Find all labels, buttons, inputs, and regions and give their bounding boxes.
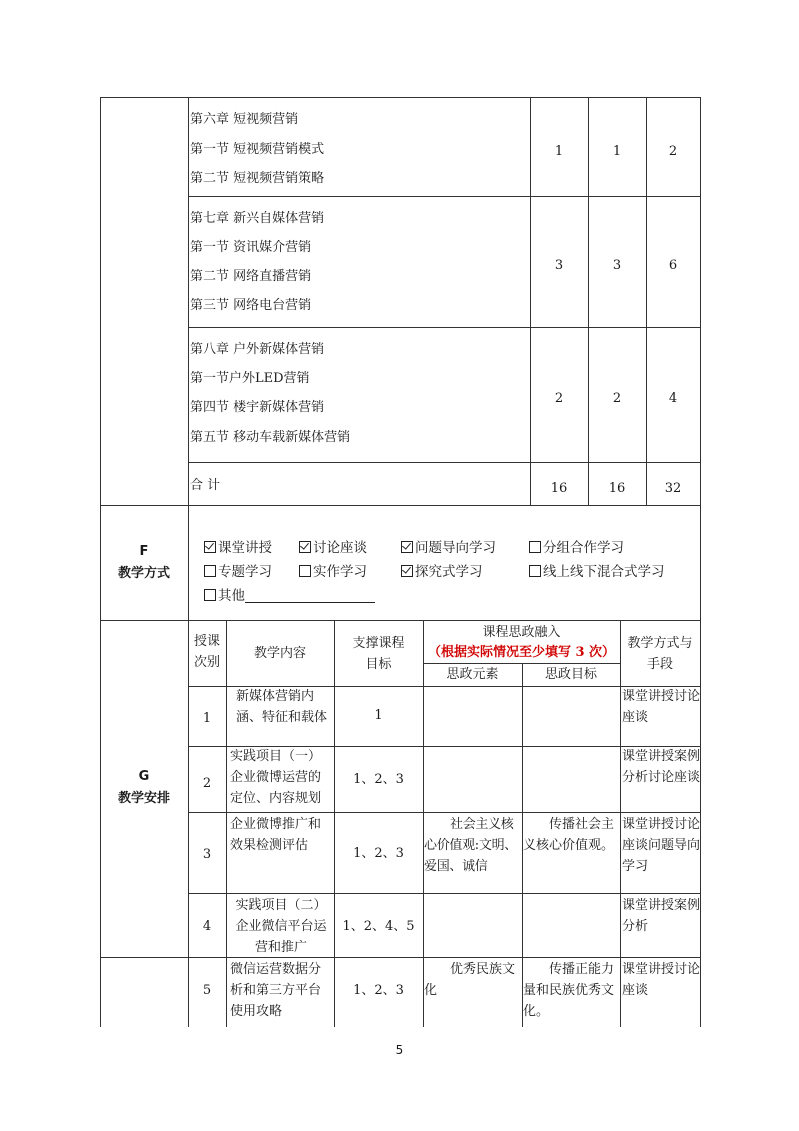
row-content: 新媒体营销内涵、特征和载体 <box>236 689 328 725</box>
row-target: 1、2、3 <box>353 983 404 998</box>
method-option[interactable]: 课堂讲授 <box>204 536 272 556</box>
row-target: 1、2、3 <box>353 772 404 787</box>
hours-practice: 3 <box>612 258 622 273</box>
chapter-line: 第二节 短视频营销策略 <box>190 171 325 186</box>
checkbox-empty-icon[interactable] <box>204 589 216 601</box>
method-option[interactable]: 探究式学习 <box>401 560 483 580</box>
row-goal: 传播社会主义核心价值观。 <box>523 817 615 853</box>
row-no: 3 <box>202 847 212 862</box>
checkbox-empty-icon[interactable] <box>204 565 216 577</box>
header-target: 支撑课程目标 <box>352 636 405 672</box>
section-g-title: 教学安排 <box>117 791 170 806</box>
row-content: 实践项目（二）企业微信平台运营和推广 <box>235 898 327 955</box>
total-practice: 16 <box>608 481 626 496</box>
chapter-line: 第六章 短视频营销 <box>190 112 299 127</box>
header-goal: 思政目标 <box>544 667 597 682</box>
hours-practice: 1 <box>612 144 622 159</box>
checkbox-checked-icon[interactable] <box>401 565 413 577</box>
section-f-title: 教学方式 <box>117 566 170 581</box>
total-label: 合 计 <box>190 478 221 493</box>
row-element: 社会主义核心价值观:文明、爱国、诚信 <box>424 817 517 874</box>
section-f-code: F <box>139 544 149 559</box>
header-elements: 思政元素 <box>446 667 499 682</box>
chapter-line: 第二节 网络直播营销 <box>190 269 312 284</box>
page-number: 5 <box>395 1043 404 1057</box>
hours-lecture: 1 <box>554 144 564 159</box>
row-content: 企业微博推广和效果检测评估 <box>230 817 322 853</box>
checkbox-empty-icon[interactable] <box>529 565 541 577</box>
section-g-code: G <box>138 769 150 784</box>
checkbox-empty-icon[interactable] <box>299 565 311 577</box>
chapter-line: 第一节 资讯媒介营销 <box>190 240 312 255</box>
total-hours: 32 <box>664 481 682 496</box>
section-f-label <box>100 541 188 585</box>
method-option[interactable]: 问题导向学习 <box>401 536 496 556</box>
row-goal: 传播正能力量和民族优秀文化。 <box>523 962 615 1019</box>
method-option[interactable]: 线上线下混合式学习 <box>529 560 665 580</box>
row-element: 优秀民族文化 <box>424 962 516 998</box>
method-option-other[interactable]: 其他 <box>204 584 375 604</box>
chapter-line: 第八章 户外新媒体营销 <box>190 342 325 357</box>
chapter-line: 第七章 新兴自媒体营销 <box>190 211 325 226</box>
checkbox-empty-icon[interactable] <box>529 541 541 553</box>
hours-lecture: 2 <box>554 391 564 406</box>
chapter-line: 第一节户外LED营销 <box>190 371 310 386</box>
row-target: 1 <box>374 708 383 723</box>
row-method: 课堂讲授案例分析讨论座谈 <box>622 749 701 785</box>
chapter-line: 第五节 移动车载新媒体营销 <box>190 430 351 445</box>
row-content: 微信运营数据分析和第三方平台使用攻略 <box>230 962 322 1019</box>
hours-lecture: 3 <box>554 258 564 273</box>
chapter-line: 第三节 网络电台营销 <box>190 298 312 313</box>
method-option[interactable]: 实作学习 <box>299 560 367 580</box>
row-no: 5 <box>202 983 212 998</box>
row-content: 实践项目（一）企业微博运营的定位、内容规划 <box>230 749 322 806</box>
chapter-line: 第一节 短视频营销模式 <box>190 142 325 157</box>
method-option[interactable]: 分组合作学习 <box>529 536 624 556</box>
header-session: 授课次别 <box>194 634 221 670</box>
row-target: 1、2、3 <box>353 846 404 861</box>
row-method: 课堂讲授讨论座谈 <box>622 689 701 725</box>
hours-practice: 2 <box>612 391 622 406</box>
checkbox-checked-icon[interactable] <box>204 541 216 553</box>
row-target: 1、2、4、5 <box>342 919 415 934</box>
method-option[interactable]: 讨论座谈 <box>299 536 367 556</box>
header-ideology: 课程思政融入 <box>482 625 561 640</box>
header-ideology-note: （根据实际情况至少填写 3 次） <box>427 645 616 660</box>
row-method: 课堂讲授案例分析 <box>622 898 701 934</box>
row-no: 4 <box>202 919 212 934</box>
header-method: 教学方式与手段 <box>627 636 693 672</box>
hours-total: 6 <box>668 258 678 273</box>
other-fill-line[interactable] <box>245 588 375 603</box>
hours-total: 2 <box>668 144 678 159</box>
checkbox-checked-icon[interactable] <box>401 541 413 553</box>
row-no: 1 <box>202 711 212 726</box>
checkbox-checked-icon[interactable] <box>299 541 311 553</box>
section-g-label <box>100 766 188 810</box>
hours-total: 4 <box>668 391 678 406</box>
row-method: 课堂讲授讨论座谈问题导向学习 <box>622 817 701 874</box>
method-option[interactable]: 专题学习 <box>204 560 272 580</box>
header-content: 教学内容 <box>253 646 306 661</box>
total-lecture: 16 <box>550 481 568 496</box>
row-method: 课堂讲授讨论座谈 <box>622 962 701 998</box>
chapter-line: 第四节 楼宇新媒体营销 <box>190 400 325 415</box>
row-no: 2 <box>202 776 212 791</box>
